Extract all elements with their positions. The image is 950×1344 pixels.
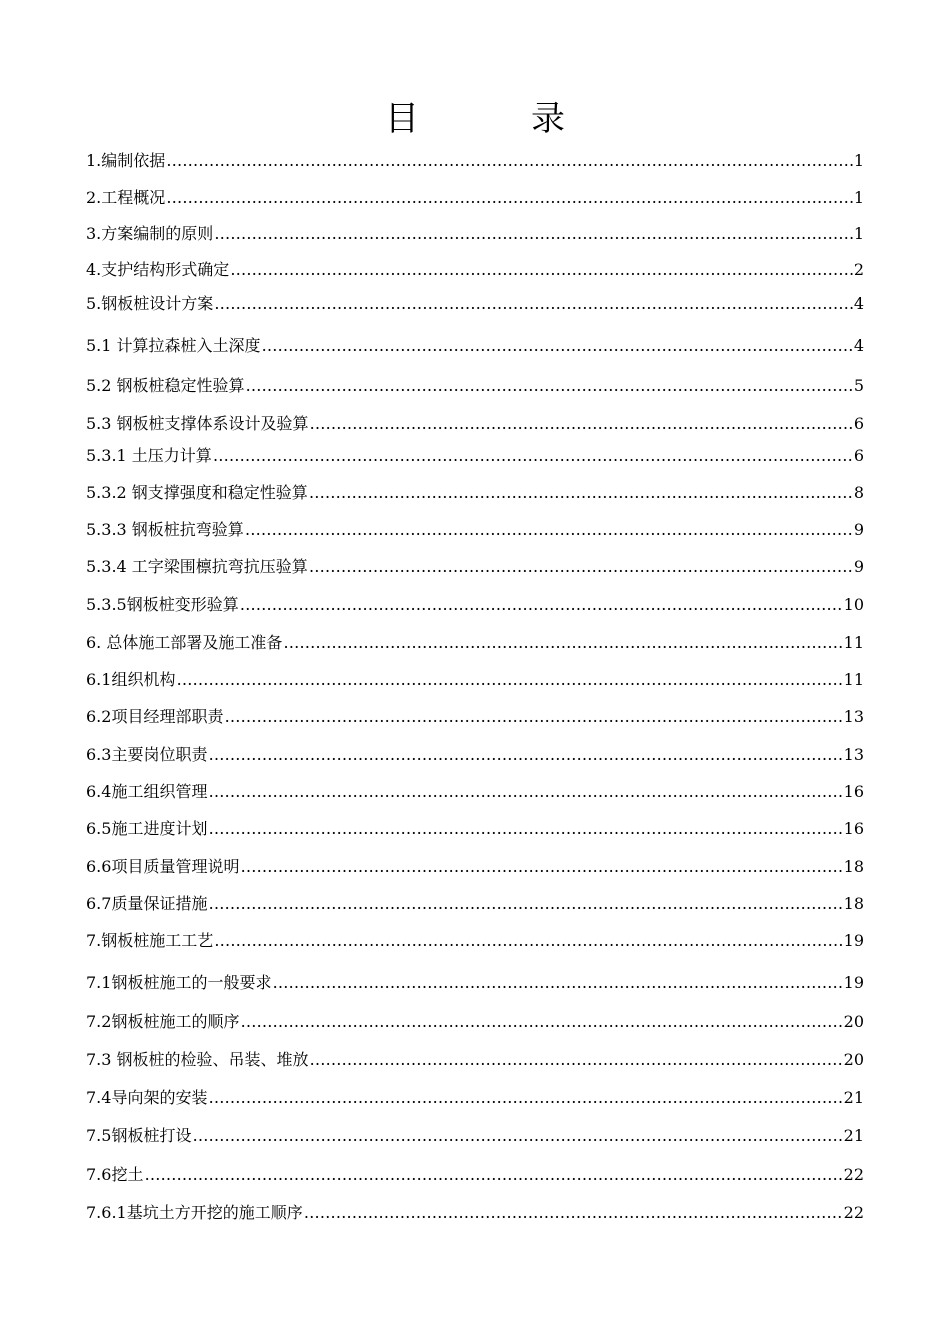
toc-entry-page-number: 20: [843, 1012, 864, 1031]
toc-entry-label: 6.2项目经理部职责: [86, 707, 224, 726]
toc-entry-label: 5.3 钢板桩支撑体系设计及验算: [86, 414, 309, 433]
toc-leader-dots: [208, 745, 842, 765]
toc-leader-dots: [272, 973, 842, 993]
toc-leader-dots: [166, 188, 853, 208]
toc-entry-page-number: 6: [853, 446, 864, 465]
toc-entry[interactable]: [86, 815, 864, 839]
toc-entry-label: 4.支护结构形式确定: [86, 260, 230, 279]
toc-entry[interactable]: [86, 147, 864, 171]
toc-entry[interactable]: [86, 256, 864, 280]
toc-leader-dots: [310, 414, 853, 434]
toc-entry-page-number: 5: [853, 376, 864, 395]
toc-entry[interactable]: [86, 332, 864, 356]
toc-leader-dots: [214, 224, 853, 244]
toc-entry-label: 1.编制依据: [86, 151, 166, 170]
toc-entry-label: 6.1组织机构: [86, 670, 176, 689]
toc-entry[interactable]: [86, 741, 864, 765]
toc-entry[interactable]: [86, 778, 864, 802]
toc-entry-page-number: 16: [843, 782, 864, 801]
toc-leader-dots: [240, 595, 843, 615]
toc-entry-page-number: 18: [843, 857, 864, 876]
toc-entry-page-number: 9: [853, 557, 864, 576]
toc-entry-page-number: 1: [853, 188, 864, 207]
toc-entry-label: 7.6.1基坑土方开挖的施工顺序: [86, 1203, 303, 1222]
toc-entry-label: 7.4导向架的安装: [86, 1088, 208, 1107]
toc-entry[interactable]: [86, 372, 864, 396]
toc-leader-dots: [214, 931, 842, 951]
toc-entry-page-number: 1: [853, 224, 864, 243]
toc-entry-label: 3.方案编制的原则: [86, 224, 214, 243]
toc-leader-dots: [224, 707, 842, 727]
toc-leader-dots: [208, 894, 842, 914]
toc-entry-page-number: 21: [843, 1126, 864, 1145]
toc-entry-label: 7.钢板桩施工工艺: [86, 931, 214, 950]
toc-entry-page-number: 21: [843, 1088, 864, 1107]
toc-entry-page-number: 2: [853, 260, 864, 279]
toc-entry-page-number: 13: [843, 707, 864, 726]
toc-entry[interactable]: [86, 553, 864, 577]
toc-entry-label: 6.3主要岗位职责: [86, 745, 208, 764]
toc-entry-label: 6. 总体施工部署及施工准备: [86, 633, 283, 652]
toc-leader-dots: [245, 520, 853, 540]
toc-entry-label: 5.3.5钢板桩变形验算: [86, 595, 239, 614]
toc-entry-label: 7.2钢板桩施工的顺序: [86, 1012, 240, 1031]
toc-entry-label: 7.1钢板桩施工的一般要求: [86, 973, 272, 992]
toc-entry-page-number: 4: [853, 294, 864, 313]
toc-entry-label: 5.3.4 工字梁围檩抗弯抗压验算: [86, 557, 308, 576]
toc-leader-dots: [304, 1203, 843, 1223]
toc-leader-dots: [309, 557, 853, 577]
toc-entry[interactable]: [86, 591, 864, 615]
toc-entry[interactable]: [86, 1046, 864, 1070]
toc-entry-page-number: 9: [853, 520, 864, 539]
toc-entry-page-number: 19: [843, 931, 864, 950]
toc-entry[interactable]: [86, 629, 864, 653]
toc-entry-page-number: 22: [843, 1165, 864, 1184]
toc-entry-page-number: 4: [853, 336, 864, 355]
toc-entry[interactable]: [86, 666, 864, 690]
toc-entry-label: 5.2 钢板桩稳定性验算: [86, 376, 245, 395]
toc-entry-label: 5.3.1 土压力计算: [86, 446, 212, 465]
toc-entry[interactable]: [86, 890, 864, 914]
toc-entry-label: 5.3.3 钢板桩抗弯验算: [86, 520, 244, 539]
title-char-2: 录: [531, 98, 565, 139]
toc-leader-dots: [283, 633, 842, 653]
toc-entry-page-number: 6: [853, 414, 864, 433]
toc-entry[interactable]: [86, 442, 864, 466]
toc-entry-label: 6.5施工进度计划: [86, 819, 208, 838]
toc-entry-label: 7.6挖土: [86, 1165, 144, 1184]
toc-entry-page-number: 19: [843, 973, 864, 992]
toc-leader-dots: [240, 1012, 842, 1032]
title-char-1: 目: [385, 98, 419, 139]
toc-entry[interactable]: [86, 703, 864, 727]
toc-leader-dots: [240, 857, 842, 877]
toc-entry[interactable]: [86, 410, 864, 434]
toc-entry[interactable]: [86, 290, 864, 314]
toc-entry[interactable]: [86, 1122, 864, 1146]
toc-entry-label: 2.工程概况: [86, 188, 166, 207]
toc-leader-dots: [309, 483, 853, 503]
toc-leader-dots: [310, 1050, 843, 1070]
toc-entry[interactable]: [86, 1161, 864, 1185]
toc-leader-dots: [208, 782, 842, 802]
toc-entry-page-number: 11: [843, 670, 864, 689]
toc-entry-label: 5.3.2 钢支撑强度和稳定性验算: [86, 483, 308, 502]
toc-entry-label: 5.1 计算拉森桩入土深度: [86, 336, 261, 355]
toc-leader-dots: [230, 260, 853, 280]
toc-leader-dots: [262, 336, 853, 356]
toc-entry-page-number: 22: [843, 1203, 864, 1222]
toc-entry-page-number: 20: [843, 1050, 864, 1069]
toc-entry[interactable]: [86, 220, 864, 244]
toc-entry[interactable]: [86, 1008, 864, 1032]
toc-entry-label: 5.钢板桩设计方案: [86, 294, 214, 313]
toc-leader-dots: [176, 670, 842, 690]
toc-entry-label: 6.6项目质量管理说明: [86, 857, 240, 876]
toc-entry-label: 7.3 钢板桩的检验、吊装、堆放: [86, 1050, 309, 1069]
toc-entry-label: 6.7质量保证措施: [86, 894, 208, 913]
toc-entry-page-number: 16: [843, 819, 864, 838]
toc-entry-page-number: 13: [843, 745, 864, 764]
toc-entry[interactable]: [86, 927, 864, 951]
toc-leader-dots: [192, 1126, 842, 1146]
toc-leader-dots: [144, 1165, 842, 1185]
toc-entry[interactable]: [86, 479, 864, 503]
toc-entry-label: 7.5钢板桩打设: [86, 1126, 192, 1145]
toc-entry-page-number: 18: [843, 894, 864, 913]
toc-entry[interactable]: [86, 853, 864, 877]
toc-entry[interactable]: [86, 969, 864, 993]
toc-entry-page-number: 10: [843, 595, 864, 614]
toc-entry[interactable]: [86, 1199, 864, 1223]
toc-entry-label: 6.4施工组织管理: [86, 782, 208, 801]
toc-entry-page-number: 1: [853, 151, 864, 170]
toc-entry-page-number: 11: [843, 633, 864, 652]
toc-leader-dots: [166, 151, 853, 171]
toc-entry[interactable]: [86, 184, 864, 208]
toc-leader-dots: [208, 1088, 842, 1108]
toc-entry[interactable]: [86, 1084, 864, 1108]
toc-entry[interactable]: [86, 516, 864, 540]
page-title: [0, 93, 950, 137]
toc-leader-dots: [214, 294, 853, 314]
toc-leader-dots: [213, 446, 853, 466]
toc-leader-dots: [246, 376, 853, 396]
toc-leader-dots: [208, 819, 842, 839]
toc-entry-page-number: 8: [853, 483, 864, 502]
